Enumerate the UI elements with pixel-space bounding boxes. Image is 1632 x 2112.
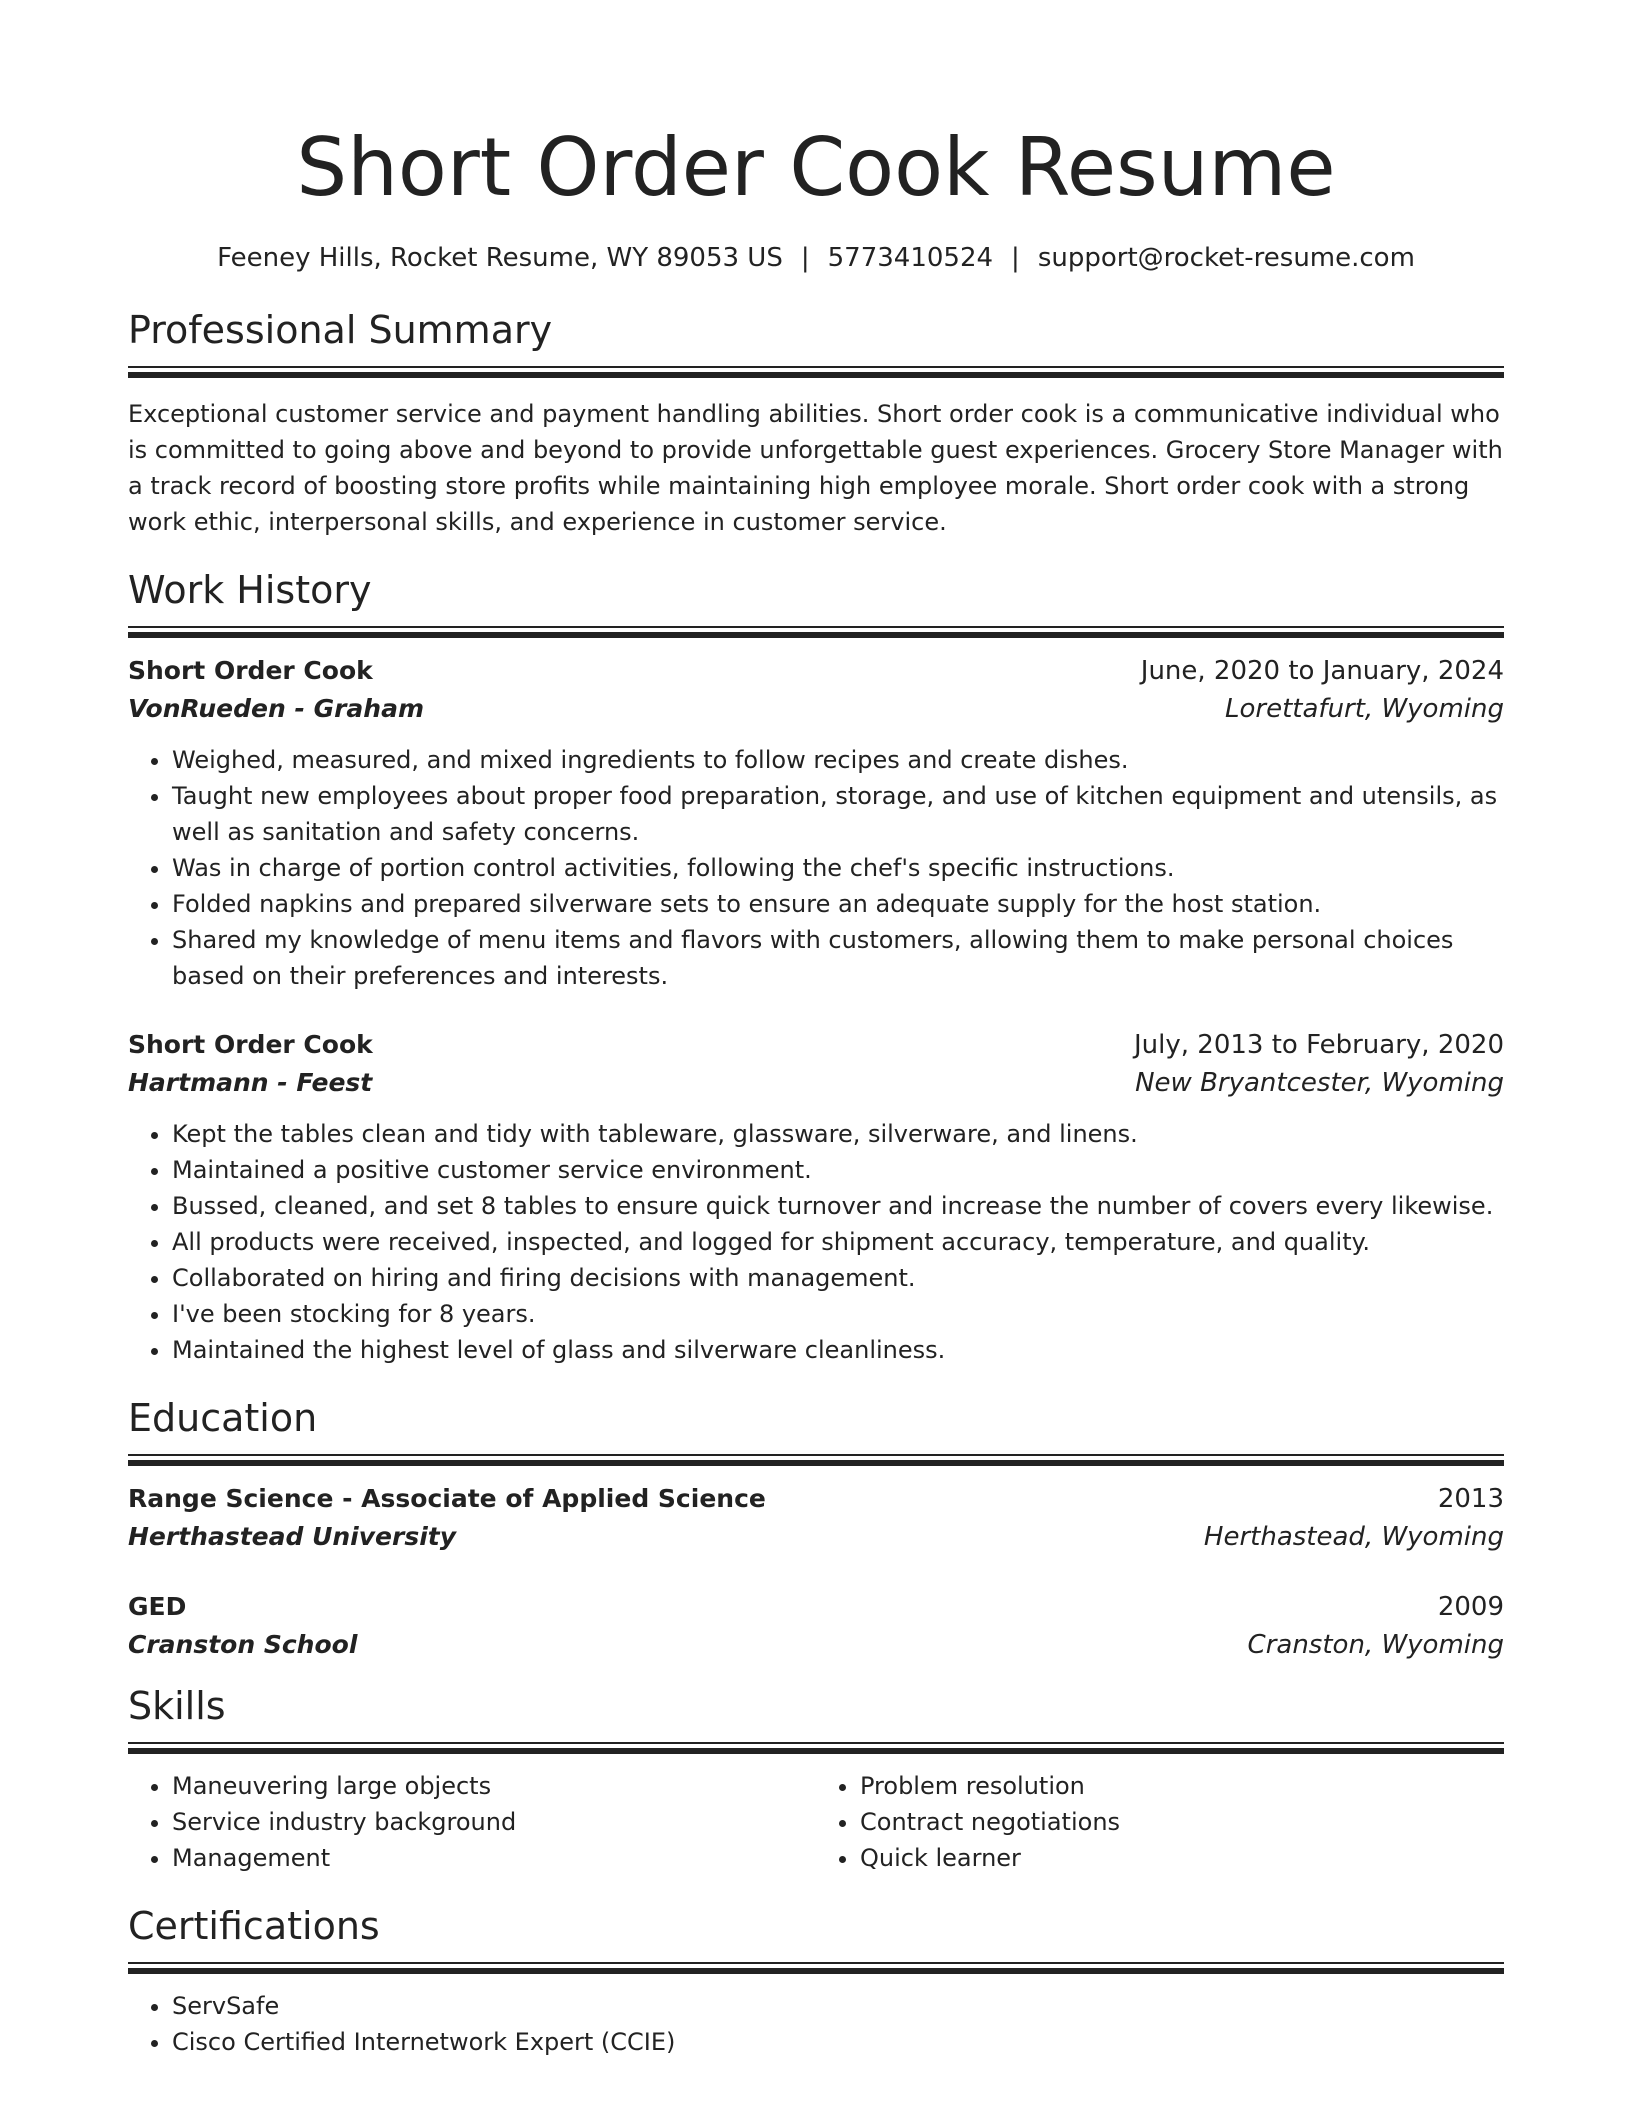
- section-heading: Certifications: [128, 1904, 380, 1948]
- resume-title: Short Order Cook Resume: [296, 121, 1336, 214]
- education-school: Cranston School: [128, 1630, 358, 1659]
- section-heading: Professional Summary: [128, 308, 553, 352]
- section-heading: Education: [128, 1396, 318, 1440]
- list-item: • Cisco Certified Internetwork Expert (CCIE): [172, 2024, 1504, 2060]
- list-item: • Was in charge of portion control activities, following the chef's specific instructions.: [172, 850, 1504, 886]
- education-header: [128, 1480, 1504, 1518]
- certifications-section: [128, 1902, 1504, 2060]
- contact-phone: 5773410524: [827, 243, 994, 273]
- list-item: • Problem resolution: [860, 1768, 1504, 1804]
- section-heading: Work History: [128, 568, 372, 612]
- skills-columns: [128, 1768, 1504, 1876]
- job-header: [128, 652, 1504, 690]
- list-item: • Service industry background: [172, 1804, 816, 1840]
- contact-line: [128, 240, 1504, 276]
- section-divider: [128, 1742, 1504, 1754]
- list-item: • Maintained a positive customer service environment.: [172, 1152, 1504, 1188]
- list-item: • Maintained the highest level of glass and silverware cleanliness.: [172, 1332, 1504, 1368]
- job-dates: June, 2020 to January, 2024: [1140, 656, 1504, 686]
- contact-separator: |: [1011, 243, 1020, 273]
- section-divider: [128, 1454, 1504, 1466]
- section-divider: [128, 626, 1504, 638]
- job-location: Lorettafurt, Wyoming: [1225, 694, 1504, 724]
- job-location: New Bryantcester, Wyoming: [1135, 1068, 1504, 1098]
- contact-address: Feeney Hills, Rocket Resume, WY 89053 US: [217, 243, 783, 273]
- job-company: VonRueden - Graham: [128, 694, 425, 723]
- job-subheader: [128, 690, 1504, 728]
- list-item: • Folded napkins and prepared silverware sets to ensure an adequate supply for the host station.: [172, 886, 1504, 922]
- job-header: [128, 1026, 1504, 1064]
- contact-email: support@rocket-resume.com: [1037, 243, 1415, 273]
- job-title: Short Order Cook: [128, 656, 373, 685]
- section-divider: [128, 1962, 1504, 1974]
- list-item: • Contract negotiations: [860, 1804, 1504, 1840]
- job-title: Short Order Cook: [128, 1030, 373, 1059]
- section-divider: [128, 366, 1504, 378]
- work-history-section: [128, 566, 1504, 1368]
- education-degree: Range Science - Associate of Applied Science: [128, 1484, 766, 1513]
- job-entry: [128, 1026, 1504, 1368]
- education-entry: [128, 1588, 1504, 1664]
- job-company: Hartmann - Feest: [128, 1068, 373, 1097]
- education-entry: [128, 1480, 1504, 1556]
- skills-section: [128, 1682, 1504, 1876]
- education-location: Cranston, Wyoming: [1247, 1630, 1504, 1660]
- list-item: • Collaborated on hiring and firing decisions with management.: [172, 1260, 1504, 1296]
- list-item: • Bussed, cleaned, and set 8 tables to ensure quick turnover and increase the number of covers every likewise.: [172, 1188, 1504, 1224]
- education-school: Herthastead University: [128, 1522, 457, 1551]
- section-heading: Skills: [128, 1684, 226, 1728]
- list-item: • I've been stocking for 8 years.: [172, 1296, 1504, 1332]
- education-section: [128, 1394, 1504, 1664]
- list-item: • All products were received, inspected, and logged for shipment accuracy, temperature, and quality.: [172, 1224, 1504, 1260]
- skills-list-right: [816, 1768, 1504, 1876]
- list-item: • Quick learner: [860, 1840, 1504, 1876]
- job-dates: July, 2013 to February, 2020: [1134, 1030, 1504, 1060]
- education-header: [128, 1588, 1504, 1626]
- certifications-list: [128, 1988, 1504, 2060]
- list-item: • Shared my knowledge of menu items and flavors with customers, allowing them to make personal choices based on their preferences and interests.: [172, 922, 1504, 994]
- education-subheader: [128, 1518, 1504, 1556]
- job-entry: [128, 652, 1504, 994]
- education-degree: GED: [128, 1592, 187, 1621]
- summary-text: Exceptional customer service and payment handling abilities. Short order cook is a communicative individual who is committed to going above and beyond to provide unforgettable guest experiences. Grocery Store Manager with a track record of boosting store profits while maintaining high employee morale. Short order cook with a strong work ethic, interpersonal skills, and experience in customer service.: [128, 400, 1503, 536]
- list-item: • Weighed, measured, and mixed ingredients to follow recipes and create dishes.: [172, 742, 1504, 778]
- job-bullets: [128, 742, 1504, 994]
- job-subheader: [128, 1064, 1504, 1102]
- education-year: 2013: [1437, 1484, 1504, 1514]
- list-item: • Management: [172, 1840, 816, 1876]
- contact-separator: |: [800, 243, 810, 273]
- list-item: • Maneuvering large objects: [172, 1768, 816, 1804]
- list-item: • Kept the tables clean and tidy with tableware, glassware, silverware, and linens.: [172, 1116, 1504, 1152]
- education-location: Herthastead, Wyoming: [1203, 1522, 1504, 1552]
- education-year: 2009: [1437, 1592, 1504, 1622]
- list-item: • Taught new employees about proper food preparation, storage, and use of kitchen equipment and utensils, as well as sanitation and safety concerns.: [172, 778, 1504, 850]
- list-item: • ServSafe: [172, 1988, 1504, 2024]
- education-subheader: [128, 1626, 1504, 1664]
- job-bullets: [128, 1116, 1504, 1368]
- skills-list-left: [128, 1768, 816, 1876]
- summary-section: [128, 306, 1504, 540]
